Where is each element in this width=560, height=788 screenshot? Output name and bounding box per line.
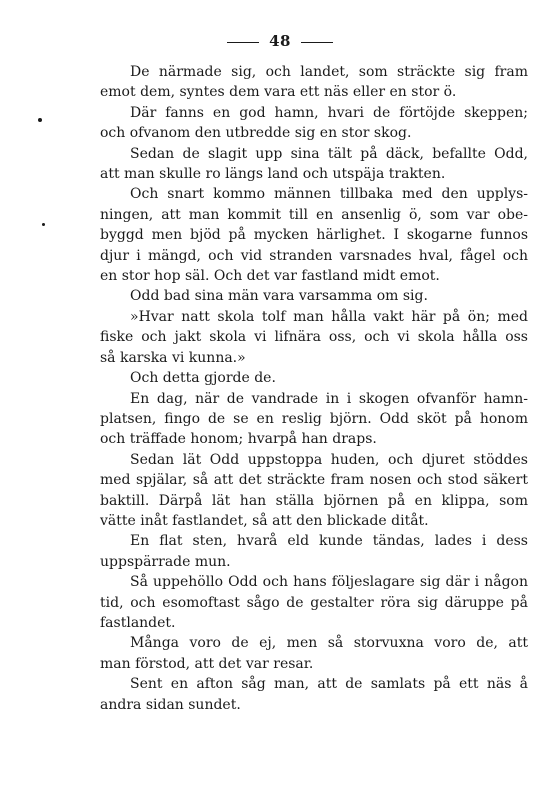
text-line: så karska vi kunna.» [100,349,246,366]
body-text [100,62,528,715]
text-line: fiske och jakt skola vi lifnära oss, och vi skola hålla oss [100,329,528,346]
paragraph [100,103,528,144]
text-line: vätte inåt fastlandet, så att den blickade ditåt. [100,512,429,529]
text-line: Och snart kommo männen tillbaka med den upplys- [130,186,528,203]
text-line: att man skulle ro längs land och utspäja trakten. [100,166,446,183]
paragraph [100,531,528,572]
page-header [0,32,560,50]
text-line: »Hvar natt skola tolf man hålla vakt här på ön; med [130,308,528,325]
text-line: man förstod, att det var resar. [100,655,314,672]
text-line: Där fanns en god hamn, hvari de förtöjde skeppen; [130,104,528,121]
text-line: tid, och esomoftast sågo de gestalter röra sig däruppe på [100,594,528,611]
text-line: Sedan lät Odd uppstoppa huden, och djuret stöddes [130,451,528,468]
text-line: En dag, när de vandrade in i skogen ofvanför hamn- [130,390,528,407]
ink-speck [38,118,42,122]
left-dash [227,42,259,43]
paragraph [100,184,528,286]
text-line: baktill. Därpå lät han ställa björnen på en klippa, som [100,492,528,509]
text-line: djur i mängd, och vid stranden varsnades hval, fågel och [100,247,528,264]
paragraph [100,572,528,633]
text-line: Sedan de slagit upp sina tält på däck, befallte Odd, [130,145,528,162]
paragraph [100,144,528,185]
paragraph [100,633,528,674]
paragraph [100,286,528,306]
text-line: Och detta gjorde de. [130,370,276,387]
text-line: Sent en afton såg man, att de samlats på ett näs å [130,676,528,693]
right-dash [301,42,333,43]
text-line: platsen, fingo de se en reslig björn. Odd sköt på honom [100,410,528,427]
text-line: och ofvanom den utbredde sig en stor skog. [100,125,412,142]
paragraph [100,450,528,532]
text-line: fastlandet. [100,614,176,631]
paragraph [100,674,528,715]
ink-speck [42,223,45,226]
text-line: Många voro de ej, men så storvuxna voro de, att [130,635,528,652]
paragraph [100,62,528,103]
paragraph [100,307,528,368]
text-line: De närmade sig, och landet, som sträckte sig fram [130,64,528,80]
text-line: byggd men bjöd på mycken härlighet. I skogarne funnos [100,227,528,244]
text-line: Så uppehöllo Odd och hans följeslagare sig där i någon [130,574,528,591]
text-line: en stor hop säl. Och det var fastland midt emot. [100,268,440,285]
text-line: uppspärrade mun. [100,553,231,570]
page-number: 48 [269,32,291,50]
text-line: emot dem, syntes dem vara ett näs eller en stor ö. [100,84,457,101]
paragraph [100,389,528,450]
text-line: andra sidan sundet. [100,696,241,713]
text-line: En flat sten, hvarå eld kunde tändas, lades i dess [130,533,528,550]
text-line: och träffade honom; hvarpå han draps. [100,431,377,448]
text-line: ningen, att man kommit till en ansenlig ö, som var obe- [100,206,528,223]
text-line: Odd bad sina män vara varsamma om sig. [130,288,428,305]
text-line: med spjälar, så att det sträckte fram nosen och stod säkert [100,472,528,489]
paragraph [100,368,528,388]
